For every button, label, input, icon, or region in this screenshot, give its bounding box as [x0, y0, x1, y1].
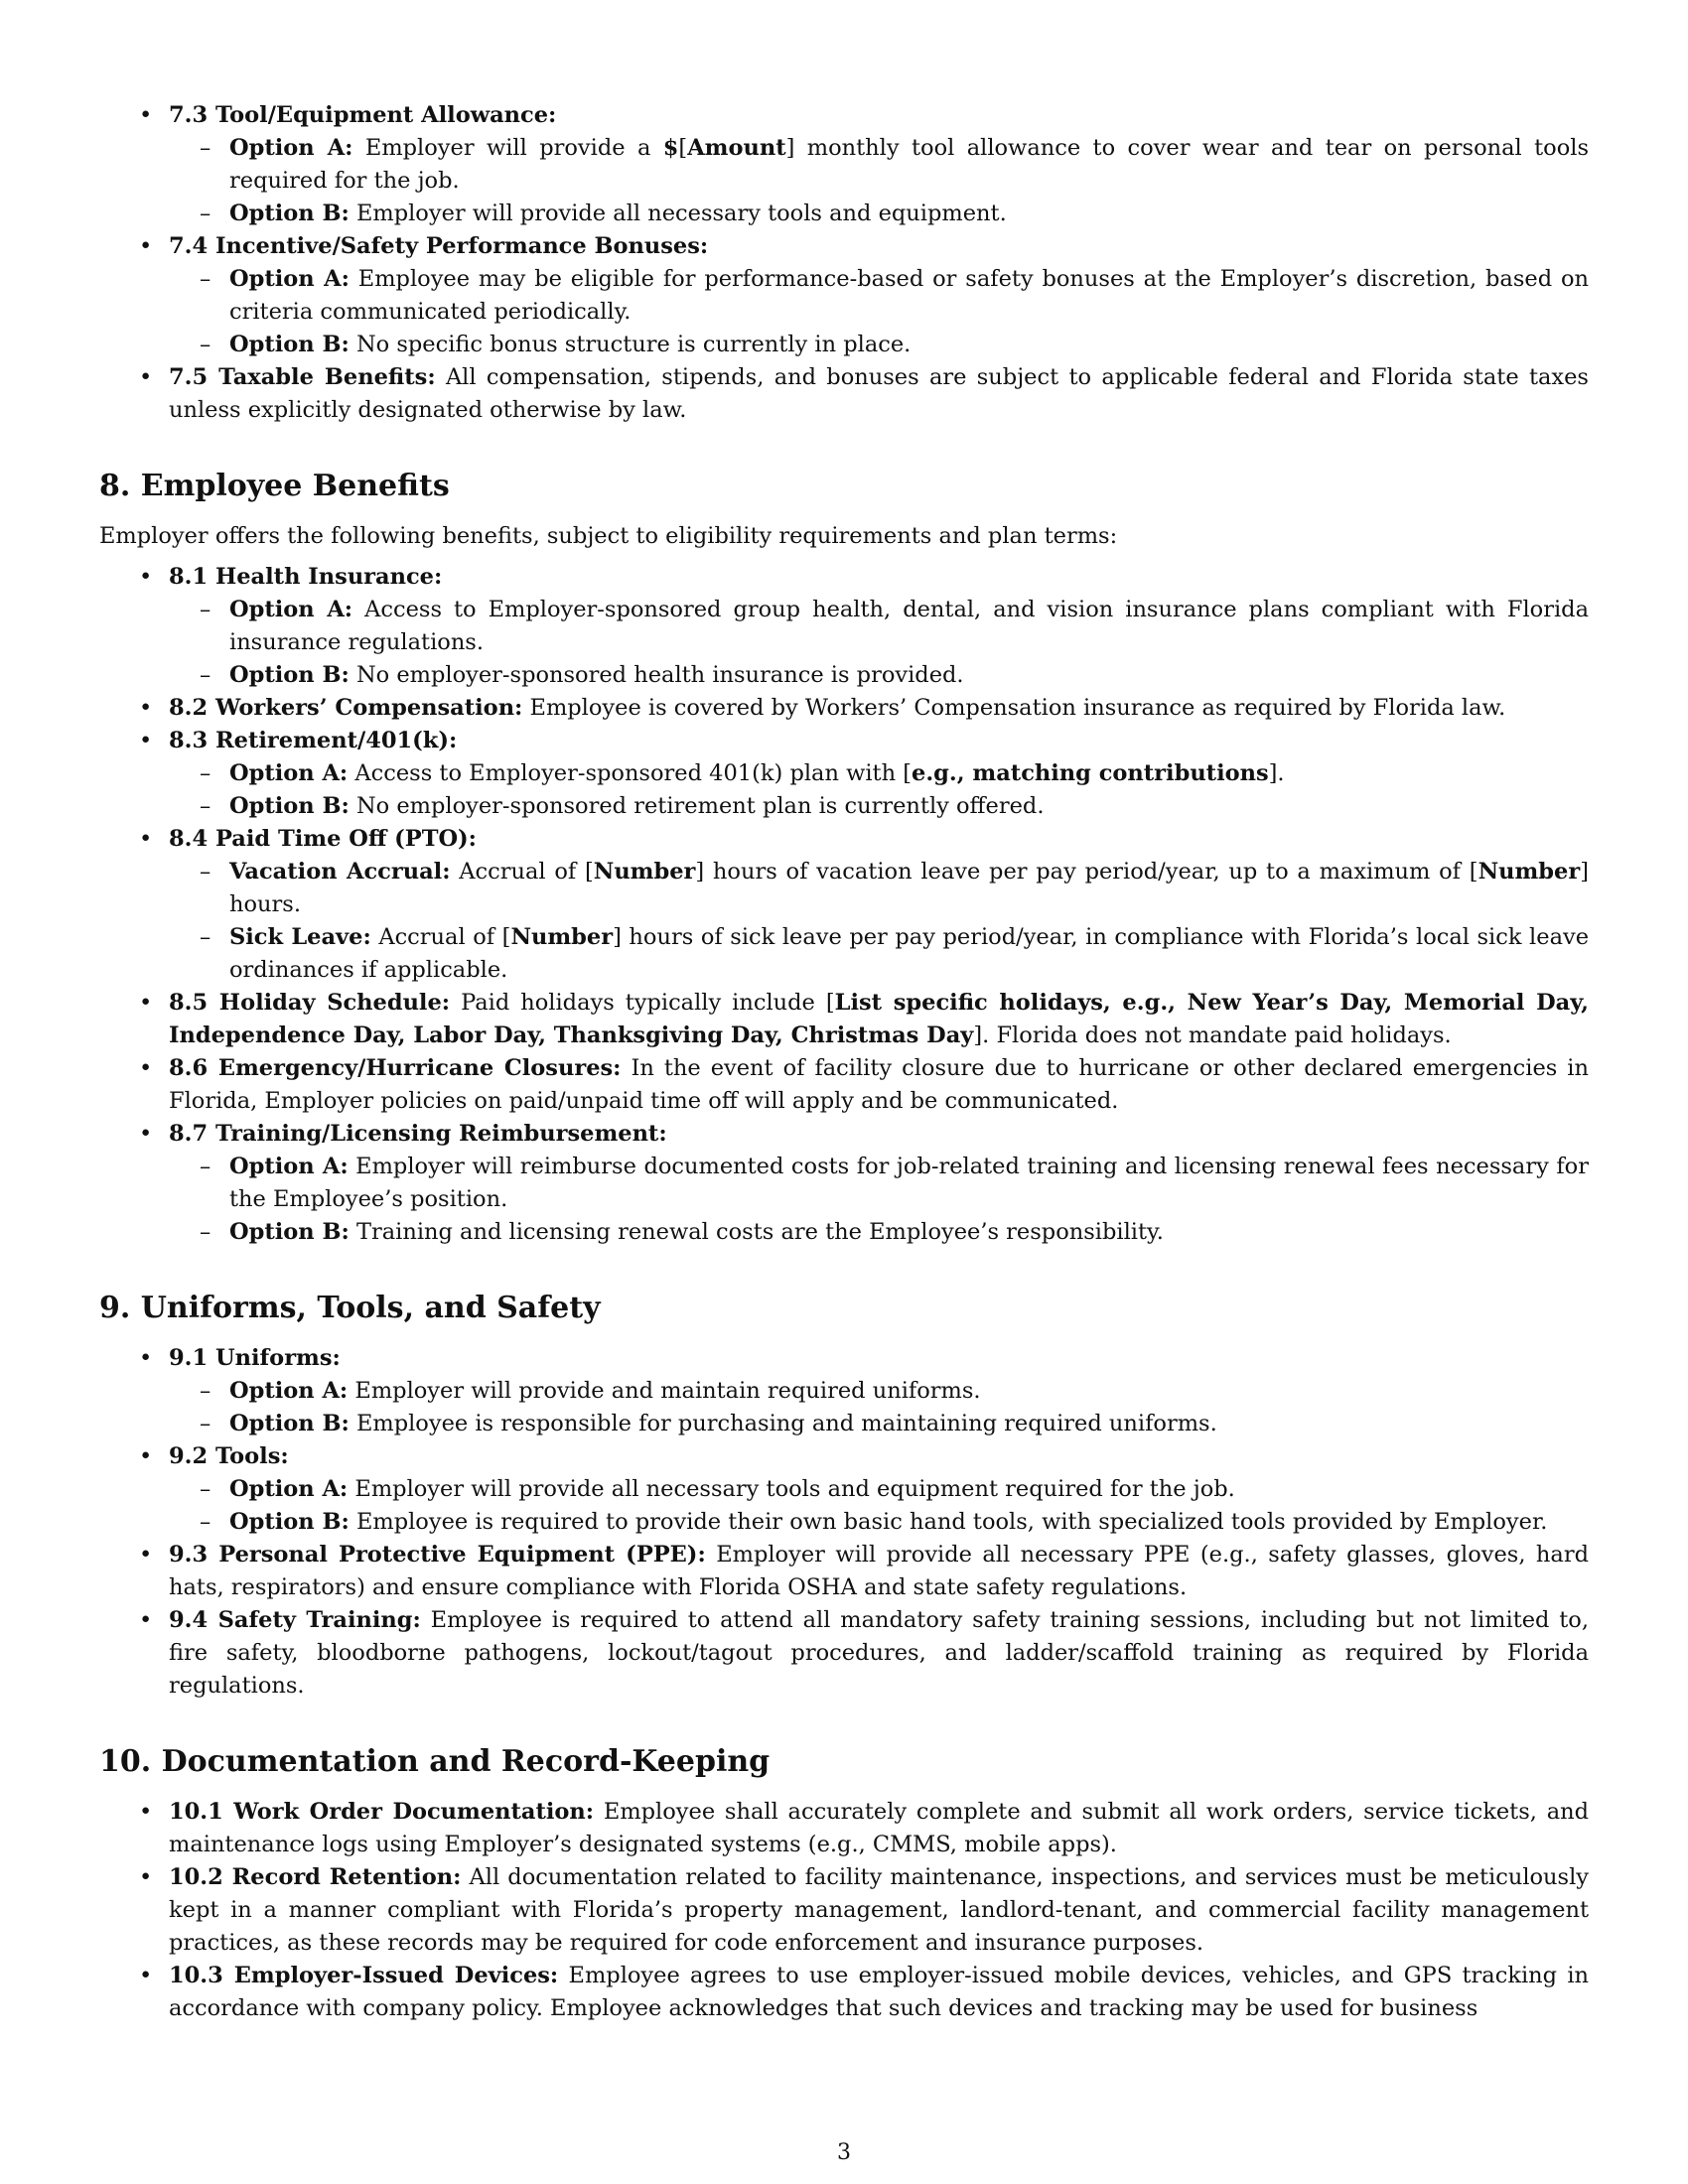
option-text: Employer will provide all necessary tools and equipment required for the job.	[354, 1476, 1235, 1502]
section-8-heading: 8. Employee Benefits	[99, 469, 450, 503]
item-title: 7.4 Incentive/Safety Performance Bonuses:	[169, 233, 709, 259]
option-text: No employer-sponsored health insurance is provided.	[355, 662, 964, 688]
option-label: Option B:	[229, 662, 350, 688]
option-text: Employer will reimburse documented costs for job-related training and licensing renewal fees necessary for the Employee’s position.	[229, 1154, 1589, 1212]
option-item	[169, 1216, 1589, 1249]
section-10-heading: 10. Documentation and Record-Keeping	[99, 1744, 771, 1779]
option-item	[169, 594, 1589, 659]
option-item	[169, 1408, 1589, 1440]
option-bold: Number	[510, 924, 614, 950]
item-text: ]. Florida does not mandate paid holidays.	[973, 1023, 1452, 1048]
option-text: Accrual of [	[459, 859, 594, 885]
option-label: Option A:	[229, 1154, 349, 1179]
option-list	[169, 856, 1589, 987]
item-title: 7.3 Tool/Equipment Allowance:	[169, 102, 557, 128]
option-text: Employer will provide and maintain required uniforms.	[354, 1378, 981, 1404]
option-item	[169, 921, 1589, 987]
option-text: Employee may be eligible for performance-based or safety bonuses at the Employer’s discretion, based on criteria communicated periodically.	[229, 266, 1589, 325]
list-item-8-3	[99, 725, 1589, 823]
option-item	[169, 198, 1589, 230]
option-label: Option B:	[229, 1509, 350, 1535]
option-text: Employee is responsible for purchasing and maintaining required uniforms.	[355, 1411, 1217, 1436]
option-text: [	[678, 135, 688, 161]
section-7-list	[99, 99, 1589, 427]
item-text: All compensation, stipends, and bonuses are subject to applicable federal and Florida state taxes unless explicitly designated otherwise by law.	[169, 364, 1589, 423]
list-item-10-2	[99, 1861, 1589, 1960]
option-label: Option A:	[229, 266, 350, 292]
list-item-8-2	[99, 692, 1589, 725]
option-label: Option B:	[229, 1219, 350, 1245]
list-item-9-1	[99, 1342, 1589, 1440]
option-text: Employer will provide all necessary tools and equipment.	[355, 201, 1007, 226]
page-number: 3	[837, 2140, 851, 2165]
item-text: All documentation related to facility maintenance, inspections, and services must be meticulously kept in a manner compliant with Florida’s property management, landlord-tenant, and commercial facility management practices, as these records may be required for code enforcement and insurance purposes.	[169, 1864, 1590, 1956]
option-item	[169, 132, 1589, 198]
item-text: Employee is required to attend all mandatory safety training sessions, including but not limited to, fire safety, bloodborne pathogens, lockout/tagout procedures, and ladder/scaffold training as required by Florida regulations.	[169, 1607, 1590, 1699]
option-label: Option A:	[229, 1476, 349, 1502]
list-item-8-5	[99, 987, 1589, 1052]
list-item-9-3	[99, 1539, 1589, 1604]
item-title: 8.3 Retirement/401(k):	[169, 728, 458, 753]
item-text: Paid holidays typically include [	[461, 990, 835, 1016]
option-list	[169, 1375, 1589, 1440]
option-text: ] hours of sick leave per pay period/year, in compliance with Florida’s local sick leave ordinances if applicable.	[229, 924, 1590, 983]
option-label: Option B:	[229, 332, 350, 357]
item-text: Employee is covered by Workers’ Compensation insurance as required by Florida law.	[529, 695, 1506, 721]
item-text: In the event of facility closure due to hurricane or other declared emergencies in Florida, Employer policies on paid/unpaid time off will apply and be communicated.	[169, 1055, 1589, 1114]
list-item-9-4	[99, 1604, 1589, 1703]
option-list	[169, 1473, 1589, 1539]
option-text: No employer-sponsored retirement plan is currently offered.	[355, 793, 1045, 819]
item-title: 8.1 Health Insurance:	[169, 564, 443, 590]
list-item-9-2	[99, 1440, 1589, 1539]
option-item	[169, 790, 1589, 823]
option-list	[169, 132, 1589, 230]
item-title: 8.2 Workers’ Compensation:	[169, 695, 523, 721]
option-text: Accrual of [	[378, 924, 511, 950]
option-item	[169, 1473, 1589, 1506]
option-bold: Number	[1477, 859, 1581, 885]
list-item-8-6	[99, 1052, 1589, 1118]
option-item	[169, 1375, 1589, 1408]
option-list	[169, 757, 1589, 823]
option-label: Option A:	[229, 760, 349, 786]
item-title: 10.3 Employer-Issued Devices:	[169, 1963, 559, 1988]
option-bold: Number	[593, 859, 696, 885]
item-text: Employee agrees to use employer-issued mobile devices, vehicles, and GPS tracking in accordance with company policy. Employee acknowledges that such devices and tracking may be used for business	[169, 1963, 1590, 2021]
item-title: 9.4 Safety Training:	[169, 1607, 421, 1633]
option-list	[169, 594, 1589, 692]
list-item-7-4	[99, 230, 1589, 361]
list-item-10-1	[99, 1796, 1589, 1861]
section-9-heading: 9. Uniforms, Tools, and Safety	[99, 1291, 601, 1325]
option-text: Employee is required to provide their own basic hand tools, with specialized tools provided by Employer.	[355, 1509, 1548, 1535]
option-item	[169, 856, 1589, 921]
item-title: 8.4 Paid Time Off (PTO):	[169, 826, 477, 852]
option-item	[169, 263, 1589, 329]
item-title: 7.5 Taxable Benefits:	[169, 364, 436, 390]
option-bold: $	[662, 135, 679, 161]
item-bold: List specific holidays, e.g., New Year’s Day, Memorial Day, Independence Day, Labor Day, Thanksgiving Day, Christmas Day	[169, 990, 1589, 1048]
item-title: 8.7 Training/Licensing Reimbursement:	[169, 1121, 667, 1147]
option-item	[169, 329, 1589, 361]
option-text: Training and licensing renewal costs are the Employee’s responsibility.	[355, 1219, 1164, 1245]
option-label: Vacation Accrual:	[229, 859, 451, 885]
option-item	[169, 659, 1589, 692]
item-text: Employer will provide all necessary PPE (e.g., safety glasses, gloves, hard hats, respirators) and ensure compliance with Florida OSHA and state safety regulations.	[169, 1542, 1589, 1600]
item-text: Employee shall accurately complete and submit all work orders, service tickets, and maintenance logs using Employer’s designated systems (e.g., CMMS, mobile apps).	[169, 1799, 1590, 1857]
option-item	[169, 1151, 1589, 1216]
option-text: No specific bonus structure is currently in place.	[355, 332, 912, 357]
list-item-10-3	[99, 1960, 1589, 2025]
option-text: ].	[1268, 760, 1285, 786]
item-title: 9.3 Personal Protective Equipment (PPE):	[169, 1542, 706, 1568]
option-label: Option B:	[229, 793, 350, 819]
option-item	[169, 1506, 1589, 1539]
option-label: Option A:	[229, 597, 353, 622]
option-list	[169, 1151, 1589, 1249]
option-list	[169, 263, 1589, 361]
list-item-8-1	[99, 561, 1589, 692]
option-item	[169, 757, 1589, 790]
option-label: Option B:	[229, 1411, 350, 1436]
list-item-7-5	[99, 361, 1589, 427]
option-label: Sick Leave:	[229, 924, 371, 950]
option-bold: Amount	[687, 135, 786, 161]
option-label: Option B:	[229, 201, 350, 226]
option-text: Employer will provide a	[364, 135, 663, 161]
document-page	[99, 99, 1589, 2025]
list-item-8-4	[99, 823, 1589, 987]
section-9-list	[99, 1342, 1589, 1703]
option-text: ] hours of vacation leave per pay period/year, up to a maximum of [	[695, 859, 1478, 885]
option-text: Access to Employer-sponsored 401(k) plan with [	[354, 760, 913, 786]
option-bold: e.g., matching contributions	[912, 760, 1269, 786]
option-label: Option A:	[229, 1378, 349, 1404]
item-title: 8.5 Holiday Schedule:	[169, 990, 451, 1016]
section-8-list	[99, 561, 1589, 1249]
section-8-intro: Employer offers the following benefits, subject to eligibility requirements and plan terms:	[99, 523, 1118, 549]
list-item-7-3	[99, 99, 1589, 230]
item-title: 10.2 Record Retention:	[169, 1864, 462, 1890]
item-title: 9.2 Tools:	[169, 1443, 289, 1469]
option-text: ] monthly tool allowance to cover wear and tear on personal tools required for the job.	[229, 135, 1589, 194]
item-title: 10.1 Work Order Documentation:	[169, 1799, 595, 1825]
list-item-8-7	[99, 1118, 1589, 1249]
option-text: Access to Employer-sponsored group health, dental, and vision insurance plans compliant with Florida insurance regulations.	[229, 597, 1589, 655]
item-title: 8.6 Emergency/Hurricane Closures:	[169, 1055, 622, 1081]
item-title: 9.1 Uniforms:	[169, 1345, 341, 1371]
option-label: Option A:	[229, 135, 353, 161]
section-10-list	[99, 1796, 1589, 2025]
option-text: ] hours.	[229, 859, 1589, 917]
